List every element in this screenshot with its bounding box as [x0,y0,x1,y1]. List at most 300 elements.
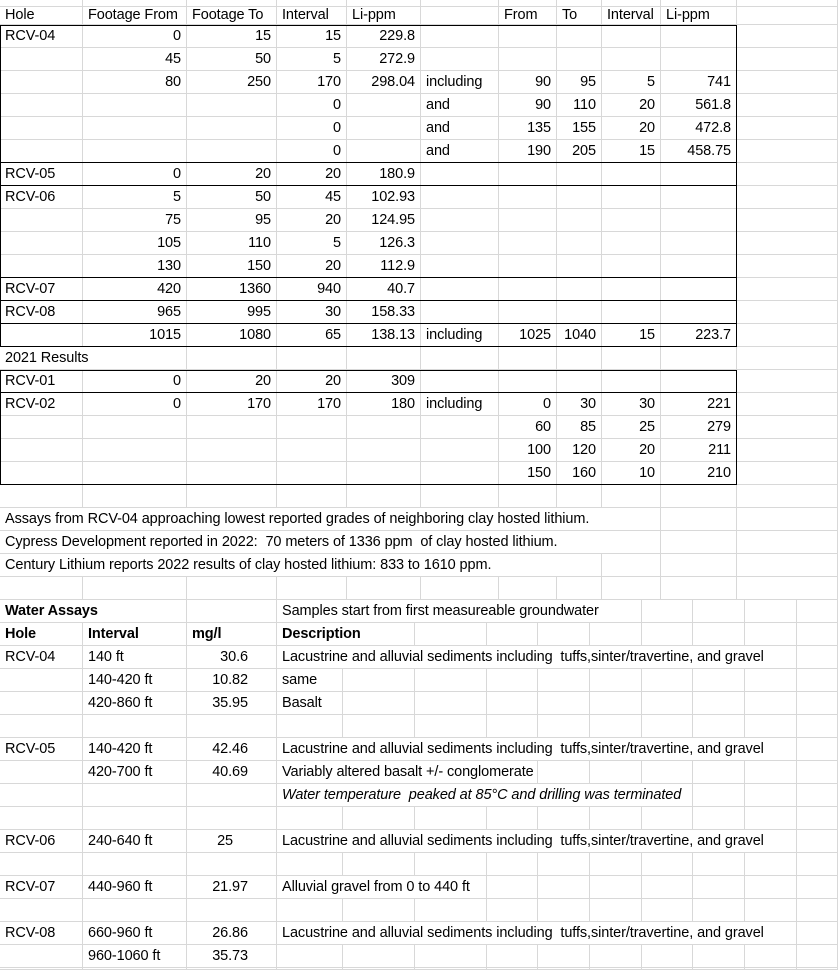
sheet-cell-A2[interactable]: RCV-04 [0,25,83,48]
sheet-cell[interactable] [0,761,83,784]
sheet-cell-A18[interactable]: RCV-02 [0,393,83,416]
sheet-cell[interactable] [347,485,421,508]
sheet-cell[interactable] [415,623,487,646]
sheet-cell[interactable] [487,945,538,968]
sheet-cell-A27[interactable]: Water Assays [0,600,187,623]
sheet-cell[interactable] [737,278,838,301]
sheet-cell-B28[interactable]: Interval [83,623,187,646]
sheet-cell-B11[interactable]: 105 [83,232,187,255]
sheet-cell[interactable] [0,94,83,117]
sheet-cell-G6[interactable]: 135 [499,117,557,140]
sheet-cell-I21[interactable]: 10 [602,462,661,485]
sheet-cell-I6[interactable]: 20 [602,117,661,140]
sheet-cell-G4[interactable]: 90 [499,71,557,94]
sheet-cell[interactable] [737,393,838,416]
sheet-cell-B3[interactable]: 45 [83,48,187,71]
sheet-cell-B42[interactable]: 960-1060 ft [83,945,187,968]
sheet-cell-B15[interactable]: 1015 [83,324,187,347]
sheet-cell[interactable] [693,945,745,968]
sheet-cell[interactable] [538,853,590,876]
sheet-cell[interactable] [0,416,83,439]
sheet-cell[interactable] [590,807,642,830]
sheet-cell[interactable] [745,761,797,784]
sheet-cell[interactable] [557,232,602,255]
sheet-cell[interactable] [642,853,693,876]
sheet-cell[interactable] [602,278,661,301]
sheet-cell[interactable] [642,761,693,784]
sheet-cell-H4[interactable]: 95 [557,71,602,94]
sheet-cell[interactable] [797,853,838,876]
sheet-cell[interactable] [187,117,277,140]
sheet-cell[interactable] [487,692,538,715]
sheet-cell[interactable] [499,301,557,324]
sheet-cell-E9[interactable]: 102.93 [347,186,421,209]
sheet-cell[interactable] [797,830,838,853]
sheet-cell[interactable] [661,347,737,370]
sheet-cell[interactable] [343,692,415,715]
sheet-cell[interactable] [661,209,737,232]
sheet-cell[interactable] [0,209,83,232]
sheet-cell[interactable] [557,347,602,370]
sheet-cell[interactable] [187,94,277,117]
sheet-cell-A13[interactable]: RCV-07 [0,278,83,301]
sheet-cell[interactable] [83,439,187,462]
sheet-cell[interactable] [661,577,737,600]
sheet-cell[interactable] [83,715,187,738]
sheet-cell[interactable] [737,7,838,25]
sheet-cell[interactable] [538,761,590,784]
sheet-cell[interactable] [797,761,838,784]
sheet-cell-A24[interactable]: Cypress Development reported in 2022: 70 meters of 1336 ppm of clay hosted lithium. [0,531,661,554]
sheet-cell-D37[interactable]: Lacustrine and alluvial sediments including tuffs,sinter/travertine, and gravel [277,830,797,853]
sheet-cell-E10[interactable]: 124.95 [347,209,421,232]
sheet-cell[interactable] [737,462,838,485]
sheet-cell[interactable] [642,807,693,830]
sheet-cell-I15[interactable]: 15 [602,324,661,347]
sheet-cell-B4[interactable]: 80 [83,71,187,94]
sheet-cell-A14[interactable]: RCV-08 [0,301,83,324]
sheet-cell[interactable] [737,508,838,531]
sheet-cell[interactable] [745,600,797,623]
sheet-cell-I19[interactable]: 25 [602,416,661,439]
sheet-cell[interactable] [661,370,737,393]
sheet-cell-C18[interactable]: 170 [187,393,277,416]
sheet-cell[interactable] [538,899,590,922]
sheet-cell-D41[interactable]: Lacustrine and alluvial sediments including tuffs,sinter/travertine, and gravel [277,922,797,945]
sheet-cell[interactable] [343,899,415,922]
sheet-cell[interactable] [538,669,590,692]
sheet-cell-B13[interactable]: 420 [83,278,187,301]
sheet-cell[interactable] [693,692,745,715]
sheet-cell-D4[interactable]: 170 [277,71,347,94]
sheet-cell-C8[interactable]: 20 [187,163,277,186]
sheet-cell[interactable] [745,945,797,968]
sheet-cell-D5[interactable]: 0 [277,94,347,117]
sheet-cell[interactable] [797,692,838,715]
sheet-cell[interactable] [421,232,499,255]
sheet-cell[interactable] [661,278,737,301]
sheet-cell[interactable] [602,347,661,370]
sheet-cell[interactable] [487,623,538,646]
sheet-cell[interactable] [642,715,693,738]
sheet-cell[interactable] [415,945,487,968]
sheet-cell[interactable] [557,0,602,7]
sheet-cell[interactable] [421,209,499,232]
sheet-cell[interactable] [602,163,661,186]
sheet-cell-C10[interactable]: 95 [187,209,277,232]
sheet-cell[interactable] [602,209,661,232]
sheet-cell[interactable] [187,347,277,370]
sheet-cell[interactable] [277,347,347,370]
sheet-cell[interactable] [797,784,838,807]
sheet-cell[interactable] [557,209,602,232]
sheet-cell[interactable] [415,669,487,692]
sheet-cell[interactable] [661,554,737,577]
sheet-cell-C3[interactable]: 50 [187,48,277,71]
sheet-cell[interactable] [277,853,343,876]
sheet-cell-D3[interactable]: 5 [277,48,347,71]
sheet-cell-G5[interactable]: 90 [499,94,557,117]
sheet-cell[interactable] [415,853,487,876]
sheet-cell-E3[interactable]: 272.9 [347,48,421,71]
sheet-cell-D29[interactable]: Lacustrine and alluvial sediments including tuffs,sinter/travertine, and gravel [277,646,797,669]
sheet-cell[interactable] [487,899,538,922]
sheet-cell-B39[interactable]: 440-960 ft [83,876,187,899]
sheet-cell[interactable] [0,669,83,692]
sheet-cell[interactable] [737,25,838,48]
sheet-cell[interactable] [737,94,838,117]
sheet-cell[interactable] [745,853,797,876]
sheet-cell[interactable] [737,347,838,370]
sheet-cell[interactable] [421,278,499,301]
sheet-cell-F4[interactable]: including [421,71,499,94]
sheet-cell[interactable] [187,0,277,7]
sheet-cell[interactable] [277,0,347,7]
sheet-cell-A33[interactable]: RCV-05 [0,738,83,761]
sheet-cell[interactable] [499,347,557,370]
sheet-cell[interactable] [0,255,83,278]
sheet-cell[interactable] [693,623,745,646]
sheet-cell[interactable] [797,876,838,899]
sheet-cell[interactable] [693,784,745,807]
sheet-cell-H20[interactable]: 120 [557,439,602,462]
sheet-cell[interactable] [557,278,602,301]
sheet-cell[interactable] [602,370,661,393]
sheet-cell-D27[interactable]: Samples start from first measureable groundwater [277,600,642,623]
sheet-cell[interactable] [343,715,415,738]
sheet-cell-C1[interactable]: Footage To [187,7,277,25]
sheet-cell-C34[interactable]: 40.69 [187,761,277,784]
sheet-cell[interactable] [590,692,642,715]
sheet-cell-C42[interactable]: 35.73 [187,945,277,968]
sheet-cell[interactable] [421,462,499,485]
sheet-cell[interactable] [538,807,590,830]
sheet-cell-E4[interactable]: 298.04 [347,71,421,94]
sheet-cell-B10[interactable]: 75 [83,209,187,232]
sheet-cell-D39[interactable]: Alluvial gravel from 0 to 440 ft [277,876,487,899]
sheet-cell-D31[interactable]: Basalt [277,692,343,715]
sheet-cell-F18[interactable]: including [421,393,499,416]
sheet-cell[interactable] [737,117,838,140]
sheet-cell-A8[interactable]: RCV-05 [0,163,83,186]
sheet-cell[interactable] [0,439,83,462]
sheet-cell-A23[interactable]: Assays from RCV-04 approaching lowest reported grades of neighboring clay hosted lithium. [0,508,661,531]
sheet-cell[interactable] [745,784,797,807]
sheet-cell-B34[interactable]: 420-700 ft [83,761,187,784]
sheet-cell-F6[interactable]: and [421,117,499,140]
sheet-cell-E17[interactable]: 309 [347,370,421,393]
sheet-cell-D6[interactable]: 0 [277,117,347,140]
sheet-cell[interactable] [187,485,277,508]
sheet-cell-C9[interactable]: 50 [187,186,277,209]
sheet-cell[interactable] [797,945,838,968]
sheet-cell[interactable] [83,485,187,508]
sheet-cell[interactable] [745,692,797,715]
sheet-cell-I18[interactable]: 30 [602,393,661,416]
sheet-cell-I4[interactable]: 5 [602,71,661,94]
sheet-cell[interactable] [83,853,187,876]
sheet-cell[interactable] [693,853,745,876]
sheet-cell[interactable] [642,623,693,646]
sheet-cell-D2[interactable]: 15 [277,25,347,48]
sheet-cell[interactable] [487,669,538,692]
sheet-cell[interactable] [83,899,187,922]
sheet-cell-C2[interactable]: 15 [187,25,277,48]
sheet-cell-B12[interactable]: 130 [83,255,187,278]
sheet-cell[interactable] [83,94,187,117]
sheet-cell[interactable] [0,140,83,163]
sheet-cell-J1[interactable]: Li-ppm [661,7,737,25]
sheet-cell-E8[interactable]: 180.9 [347,163,421,186]
sheet-cell[interactable] [83,462,187,485]
sheet-cell[interactable] [83,577,187,600]
sheet-cell[interactable] [557,485,602,508]
sheet-cell[interactable] [737,0,838,7]
sheet-cell[interactable] [745,669,797,692]
sheet-cell-J7[interactable]: 458.75 [661,140,737,163]
sheet-cell-C12[interactable]: 150 [187,255,277,278]
sheet-cell-B1[interactable]: Footage From [83,7,187,25]
sheet-cell[interactable] [421,301,499,324]
sheet-cell-A25[interactable]: Century Lithium reports 2022 results of clay hosted lithium: 833 to 1610 ppm. [0,554,602,577]
sheet-cell[interactable] [343,945,415,968]
sheet-cell-E11[interactable]: 126.3 [347,232,421,255]
sheet-cell-D11[interactable]: 5 [277,232,347,255]
sheet-cell[interactable] [277,899,343,922]
sheet-cell[interactable] [557,370,602,393]
sheet-cell[interactable] [797,899,838,922]
sheet-cell[interactable] [187,899,277,922]
sheet-cell[interactable] [590,876,642,899]
sheet-cell[interactable] [557,255,602,278]
sheet-cell[interactable] [590,853,642,876]
sheet-cell[interactable] [797,623,838,646]
sheet-cell[interactable] [642,600,693,623]
sheet-cell[interactable] [277,577,347,600]
sheet-cell[interactable] [415,692,487,715]
sheet-cell[interactable] [737,439,838,462]
sheet-cell[interactable] [0,0,83,7]
sheet-cell-F15[interactable]: including [421,324,499,347]
sheet-cell[interactable] [602,301,661,324]
sheet-cell[interactable] [347,462,421,485]
sheet-cell[interactable] [590,623,642,646]
sheet-cell-E14[interactable]: 158.33 [347,301,421,324]
sheet-cell[interactable] [277,807,343,830]
sheet-cell[interactable] [745,715,797,738]
sheet-cell-E13[interactable]: 40.7 [347,278,421,301]
sheet-cell[interactable] [277,945,343,968]
sheet-cell-J18[interactable]: 221 [661,393,737,416]
sheet-cell-G1[interactable]: From [499,7,557,25]
sheet-cell[interactable] [737,577,838,600]
sheet-cell[interactable] [661,186,737,209]
sheet-cell[interactable] [83,784,187,807]
sheet-cell-D34[interactable]: Variably altered basalt +/- conglomerate [277,761,538,784]
sheet-cell[interactable] [737,324,838,347]
sheet-cell[interactable] [0,485,83,508]
sheet-cell-A29[interactable]: RCV-04 [0,646,83,669]
sheet-cell-B30[interactable]: 140-420 ft [83,669,187,692]
sheet-cell-D8[interactable]: 20 [277,163,347,186]
sheet-cell[interactable] [0,462,83,485]
sheet-cell[interactable] [0,784,83,807]
sheet-cell[interactable] [737,71,838,94]
sheet-cell[interactable] [0,692,83,715]
sheet-cell[interactable] [642,945,693,968]
sheet-cell[interactable] [538,715,590,738]
sheet-cell-D28[interactable]: Description [277,623,415,646]
sheet-cell-J5[interactable]: 561.8 [661,94,737,117]
sheet-cell[interactable] [797,922,838,945]
sheet-cell[interactable] [347,347,421,370]
sheet-cell[interactable] [590,899,642,922]
sheet-cell[interactable] [737,255,838,278]
sheet-cell[interactable] [602,0,661,7]
sheet-cell-G20[interactable]: 100 [499,439,557,462]
sheet-cell[interactable] [661,301,737,324]
sheet-cell[interactable] [737,232,838,255]
sheet-cell[interactable] [499,232,557,255]
sheet-cell-D18[interactable]: 170 [277,393,347,416]
sheet-cell-A9[interactable]: RCV-06 [0,186,83,209]
sheet-cell[interactable] [661,485,737,508]
sheet-cell[interactable] [557,301,602,324]
sheet-cell-D12[interactable]: 20 [277,255,347,278]
sheet-cell-G7[interactable]: 190 [499,140,557,163]
sheet-cell[interactable] [538,945,590,968]
sheet-cell[interactable] [343,669,415,692]
sheet-cell[interactable] [83,807,187,830]
sheet-cell-B29[interactable]: 140 ft [83,646,187,669]
sheet-cell-A37[interactable]: RCV-06 [0,830,83,853]
sheet-cell-G19[interactable]: 60 [499,416,557,439]
sheet-cell[interactable] [421,577,499,600]
sheet-cell[interactable] [187,807,277,830]
sheet-cell[interactable] [421,0,499,7]
sheet-cell[interactable] [661,531,737,554]
sheet-cell[interactable] [737,209,838,232]
sheet-cell[interactable] [590,669,642,692]
sheet-cell[interactable] [602,48,661,71]
sheet-cell[interactable] [187,140,277,163]
sheet-cell-B8[interactable]: 0 [83,163,187,186]
sheet-cell[interactable] [557,163,602,186]
sheet-cell[interactable] [797,715,838,738]
sheet-cell[interactable] [557,48,602,71]
sheet-cell-D30[interactable]: same [277,669,343,692]
sheet-cell-I7[interactable]: 15 [602,140,661,163]
sheet-cell-D10[interactable]: 20 [277,209,347,232]
sheet-cell[interactable] [187,853,277,876]
sheet-cell[interactable] [661,0,737,7]
sheet-cell[interactable] [415,899,487,922]
sheet-cell[interactable] [421,370,499,393]
sheet-cell-A17[interactable]: RCV-01 [0,370,83,393]
sheet-cell-C28[interactable]: mg/l [187,623,277,646]
sheet-cell[interactable] [421,186,499,209]
sheet-cell-J6[interactable]: 472.8 [661,117,737,140]
sheet-cell-C15[interactable]: 1080 [187,324,277,347]
sheet-cell-H1[interactable]: To [557,7,602,25]
sheet-cell-D13[interactable]: 940 [277,278,347,301]
sheet-cell-A39[interactable]: RCV-07 [0,876,83,899]
sheet-cell[interactable] [737,416,838,439]
sheet-cell[interactable] [590,761,642,784]
sheet-cell[interactable] [499,255,557,278]
sheet-cell-D17[interactable]: 20 [277,370,347,393]
sheet-cell[interactable] [421,7,499,25]
sheet-cell[interactable] [187,416,277,439]
sheet-cell-C11[interactable]: 110 [187,232,277,255]
sheet-cell-D15[interactable]: 65 [277,324,347,347]
sheet-cell-J4[interactable]: 741 [661,71,737,94]
sheet-cell-H6[interactable]: 155 [557,117,602,140]
sheet-cell[interactable] [642,692,693,715]
sheet-cell-G18[interactable]: 0 [499,393,557,416]
sheet-cell[interactable] [737,140,838,163]
sheet-cell-C14[interactable]: 995 [187,301,277,324]
sheet-cell-C4[interactable]: 250 [187,71,277,94]
sheet-cell[interactable] [737,370,838,393]
sheet-cell[interactable] [421,347,499,370]
sheet-cell[interactable] [797,646,838,669]
sheet-cell-E18[interactable]: 180 [347,393,421,416]
sheet-cell-D7[interactable]: 0 [277,140,347,163]
sheet-cell-H7[interactable]: 205 [557,140,602,163]
sheet-cell[interactable] [745,623,797,646]
sheet-cell-F5[interactable]: and [421,94,499,117]
sheet-cell[interactable] [187,462,277,485]
sheet-cell[interactable] [602,25,661,48]
sheet-cell-E15[interactable]: 138.13 [347,324,421,347]
sheet-cell[interactable] [737,48,838,71]
sheet-cell[interactable] [737,186,838,209]
sheet-cell[interactable] [415,807,487,830]
sheet-cell[interactable] [499,0,557,7]
sheet-cell[interactable] [661,25,737,48]
sheet-cell-H15[interactable]: 1040 [557,324,602,347]
sheet-cell[interactable] [0,899,83,922]
sheet-cell[interactable] [661,255,737,278]
sheet-cell-C13[interactable]: 1360 [187,278,277,301]
sheet-cell-E1[interactable]: Li-ppm [347,7,421,25]
sheet-cell-A28[interactable]: Hole [0,623,83,646]
sheet-cell[interactable] [347,140,421,163]
sheet-cell[interactable] [83,416,187,439]
sheet-cell[interactable] [557,577,602,600]
sheet-cell[interactable] [538,623,590,646]
